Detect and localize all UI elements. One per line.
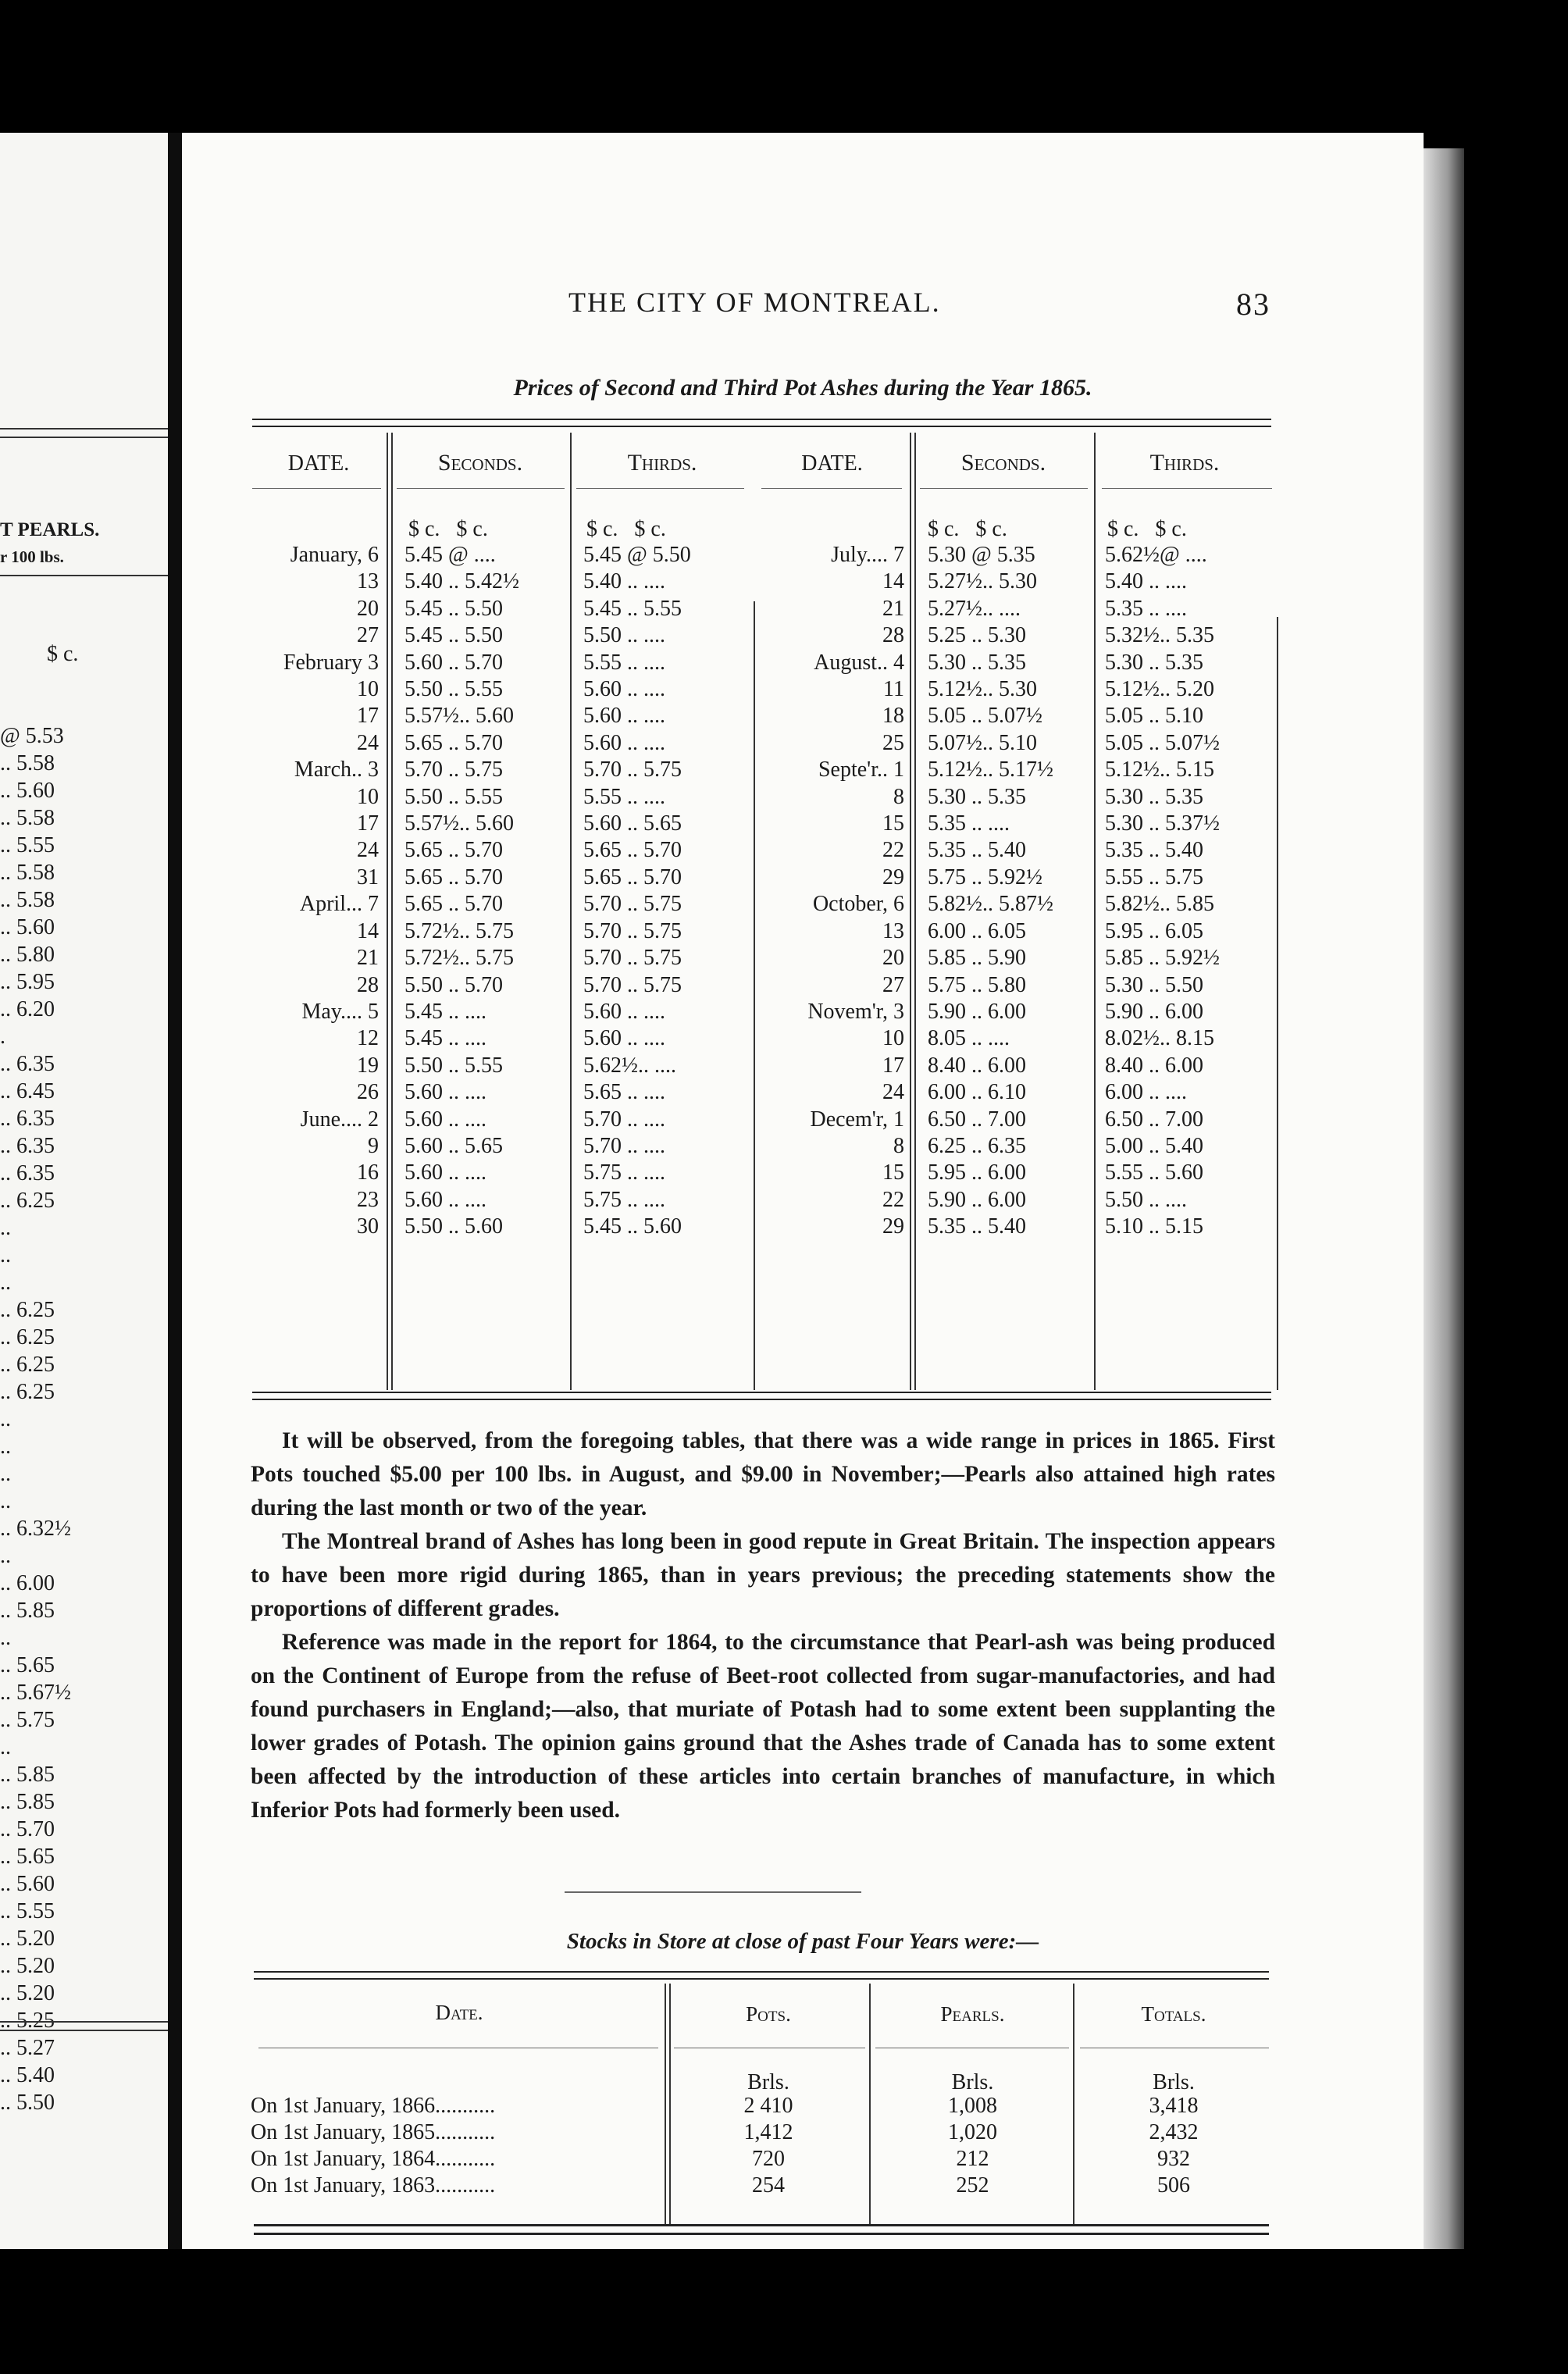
facing-page-row: .. 5.60 [0, 1872, 55, 1896]
unit-label: $ c. $ c. [408, 517, 488, 541]
facing-page-row: .. 5.58 [0, 806, 55, 830]
thirds-price-cell: 5.95 .. 6.05 [1105, 918, 1203, 943]
date-cell: July.... 7 [831, 543, 904, 567]
body-text [251, 1424, 1275, 1827]
facing-page-row: .. 5.58 [0, 888, 55, 912]
col-header-date: DATE. [801, 451, 863, 476]
date-cell: 30 [357, 1214, 379, 1239]
seconds-price-cell: 5.72½.. 5.75 [404, 918, 514, 943]
thirds-price-cell: 5.05 .. 5.07½ [1105, 730, 1220, 755]
seconds-price-cell: 5.45 .. 5.50 [404, 623, 503, 648]
table-row [182, 2093, 1424, 2119]
right-date-column [756, 542, 904, 1241]
thirds-price-cell: 5.60 .. 5.65 [583, 811, 682, 836]
thirds-price-cell: 5.30 .. 5.37½ [1105, 811, 1220, 836]
date-cell: 24 [357, 838, 379, 863]
seconds-price-cell: 5.57½.. 5.60 [404, 704, 514, 729]
date-cell: Novem'r, 3 [807, 999, 904, 1024]
facing-page-row: .. [0, 1216, 11, 1240]
date-cell: 8 [893, 784, 904, 809]
thirds-price-cell: 5.30 .. 5.35 [1105, 650, 1203, 675]
seconds-price-cell: 5.75 .. 5.80 [928, 972, 1026, 997]
date-cell: 20 [357, 596, 379, 621]
thirds-price-cell: 5.45 .. 5.55 [583, 596, 682, 621]
seconds-price-cell: 5.45 @ .... [404, 543, 496, 567]
date-cell: 10 [882, 1026, 904, 1051]
seconds-price-cell: 5.60 .. .... [404, 1187, 486, 1212]
seconds-price-cell: 8.40 .. 6.00 [928, 1053, 1026, 1078]
unit-label: $ c. $ c. [586, 517, 666, 541]
thirds-price-cell: 5.70 .. 5.75 [583, 892, 682, 917]
thirds-price-cell: 5.60 .. .... [583, 1026, 665, 1051]
table-row [182, 2146, 1424, 2173]
thirds-price-cell: 5.70 .. 5.75 [583, 918, 682, 943]
facing-page-row: .. [0, 1271, 11, 1295]
facing-page-row: .. [0, 1435, 11, 1459]
date-cell: 18 [882, 704, 904, 729]
date-cell: 27 [882, 972, 904, 997]
date-cell: 31 [357, 864, 379, 889]
date-cell: June.... 2 [300, 1107, 379, 1132]
seconds-price-cell: 5.30 .. 5.35 [928, 650, 1026, 675]
col-header-thirds: Thirds. [627, 450, 697, 476]
seconds-price-cell: 5.35 .. .... [928, 811, 1010, 836]
seconds-price-cell: 5.95 .. 6.00 [928, 1160, 1026, 1185]
seconds-price-cell: 5.27½.. 5.30 [928, 569, 1037, 594]
facing-page-row: .. 6.25 [0, 1380, 55, 1404]
facing-page-row: .. 5.25 [0, 2009, 55, 2033]
seconds-price-cell: 5.45 .. .... [404, 999, 486, 1024]
facing-page-row: .. 6.25 [0, 1325, 55, 1349]
stocks-pots-cell: 2 410 [743, 2094, 793, 2118]
stocks-pots-cell: 254 [752, 2173, 785, 2198]
seconds-price-cell: 5.45 .. .... [404, 1026, 486, 1051]
col-header-seconds: Seconds. [437, 450, 523, 476]
date-cell: 28 [882, 623, 904, 648]
facing-page-row: .. 6.35 [0, 1134, 55, 1158]
thirds-price-cell: 5.65 .. 5.70 [583, 838, 682, 863]
thirds-price-cell: 8.40 .. 6.00 [1105, 1053, 1203, 1078]
date-cell: 29 [882, 864, 904, 889]
date-cell: 14 [882, 569, 904, 594]
seconds-price-cell: 5.60 .. 5.70 [404, 650, 503, 675]
price-table-bottom-rule [252, 1392, 1271, 1400]
facing-page-row: .. 5.65 [0, 1653, 55, 1677]
seconds-price-cell: 5.82½.. 5.87½ [928, 892, 1053, 917]
stocks-pearls-cell: 1,008 [948, 2094, 997, 2118]
date-cell: 13 [882, 918, 904, 943]
facing-page-row: .. [0, 1407, 11, 1431]
thirds-price-cell: 5.30 .. 5.50 [1105, 972, 1203, 997]
seconds-price-cell: 5.60 .. 5.65 [404, 1133, 503, 1158]
facing-page-row: .. 5.85 [0, 1763, 55, 1787]
header-underline [761, 488, 902, 489]
facing-page-row: .. 5.40 [0, 2063, 55, 2087]
seconds-price-cell: 6.50 .. 7.00 [928, 1107, 1026, 1132]
date-cell: May.... 5 [301, 999, 379, 1024]
stocks-pots-cell: 720 [752, 2147, 785, 2171]
thirds-price-cell: 5.90 .. 6.00 [1105, 999, 1203, 1024]
stocks-unit-pots: Brls. [747, 2070, 789, 2094]
thirds-price-cell: 5.75 .. .... [583, 1160, 665, 1185]
thirds-price-cell: 5.62½@ .... [1105, 543, 1207, 567]
stocks-totals-cell: 932 [1157, 2147, 1190, 2171]
thirds-price-cell: 5.70 .. .... [583, 1133, 665, 1158]
date-cell: 21 [882, 596, 904, 621]
seconds-price-cell: 5.45 .. 5.50 [404, 596, 503, 621]
facing-page-rule [0, 428, 168, 438]
facing-unit: $ c. [47, 642, 79, 666]
header-underline [1102, 488, 1272, 489]
header-underline [397, 488, 565, 489]
stocks-totals-cell: 3,418 [1149, 2094, 1199, 2118]
stocks-date-cell: On 1st January, 1865........... [251, 2120, 496, 2144]
facing-page-row: . [0, 1025, 5, 1049]
date-cell: October, 6 [812, 892, 904, 917]
thirds-price-cell: 5.85 .. 5.92½ [1105, 946, 1220, 971]
price-table-divider [570, 433, 572, 1390]
thirds-price-cell: 5.12½.. 5.20 [1105, 677, 1214, 702]
seconds-price-cell: 5.85 .. 5.90 [928, 946, 1026, 971]
thirds-price-cell: 6.50 .. 7.00 [1105, 1107, 1203, 1132]
seconds-price-cell: 5.60 .. .... [404, 1080, 486, 1105]
date-cell: 13 [357, 569, 379, 594]
seconds-price-cell: 5.05 .. 5.07½ [928, 704, 1042, 729]
thirds-price-cell: 5.65 .. .... [583, 1080, 665, 1105]
thirds-price-cell: 5.70 .. 5.75 [583, 946, 682, 971]
thirds-price-cell: 5.70 .. 5.75 [583, 757, 682, 782]
stocks-totals-cell: 506 [1157, 2173, 1190, 2198]
stocks-unit-totals: Brls. [1153, 2070, 1195, 2094]
seconds-price-cell: 5.07½.. 5.10 [928, 730, 1037, 755]
price-table-divider [910, 433, 916, 1390]
seconds-price-cell: 5.30 .. 5.35 [928, 784, 1026, 809]
seconds-price-cell: 5.90 .. 6.00 [928, 999, 1026, 1024]
seconds-price-cell: 6.00 .. 6.05 [928, 918, 1026, 943]
date-cell: 21 [357, 946, 379, 971]
right-thirds-column [1105, 542, 1220, 1241]
seconds-price-cell: 5.27½.. .... [928, 596, 1021, 621]
seconds-price-cell: 5.50 .. 5.55 [404, 1053, 503, 1078]
thirds-price-cell: 5.70 .. .... [583, 1107, 665, 1132]
seconds-price-cell: 5.50 .. 5.55 [404, 784, 503, 809]
facing-page-row: .. 5.20 [0, 1981, 55, 2005]
seconds-price-cell: 5.25 .. 5.30 [928, 623, 1026, 648]
stocks-header-pots: Pots. [746, 2002, 791, 2026]
date-cell: March.. 3 [294, 757, 379, 782]
seconds-price-cell: 5.35 .. 5.40 [928, 838, 1026, 863]
seconds-price-cell: 6.25 .. 6.35 [928, 1133, 1026, 1158]
price-table-top-rule [252, 419, 1271, 427]
date-cell: Decem'r, 1 [810, 1107, 904, 1132]
facing-page-row: .. 5.85 [0, 1790, 55, 1814]
thirds-price-cell: 5.45 @ 5.50 [583, 543, 691, 567]
facing-page-row: .. 5.55 [0, 1899, 55, 1923]
section-divider [565, 1891, 861, 1893]
date-cell: 17 [882, 1053, 904, 1078]
stocks-date-cell: On 1st January, 1864........... [251, 2147, 496, 2171]
thirds-price-cell: 8.02½.. 8.15 [1105, 1026, 1214, 1051]
date-cell: 26 [357, 1080, 379, 1105]
date-cell: 14 [357, 918, 379, 943]
seconds-price-cell: 5.90 .. 6.00 [928, 1187, 1026, 1212]
thirds-price-cell: 5.60 .. .... [583, 999, 665, 1024]
right-seconds-column [928, 542, 1053, 1241]
thirds-price-cell: 5.55 .. 5.60 [1105, 1160, 1203, 1185]
stocks-pearls-cell: 212 [956, 2147, 989, 2171]
facing-page-row: .. 5.85 [0, 1599, 55, 1623]
thirds-price-cell: 5.55 .. .... [583, 784, 665, 809]
date-cell: Septe'r.. 1 [818, 757, 904, 782]
facing-header-line1: T PEARLS. [0, 519, 100, 540]
facing-page-row: .. 5.55 [0, 833, 55, 857]
facing-page-row: .. 5.27 [0, 2036, 55, 2060]
facing-page-row: .. [0, 1626, 11, 1650]
date-cell: January, 6 [290, 543, 379, 567]
table-row [182, 2173, 1424, 2199]
thirds-price-cell: 5.60 .. .... [583, 677, 665, 702]
date-cell: 8 [893, 1133, 904, 1158]
left-date-column [238, 542, 379, 1241]
thirds-price-cell: 5.65 .. 5.70 [583, 864, 682, 889]
header-underline [576, 488, 744, 489]
facing-page-subrule [0, 575, 168, 576]
facing-page-bottom-rule [0, 2021, 168, 2031]
seconds-price-cell: 5.12½.. 5.17½ [928, 757, 1053, 782]
col-header-date: DATE. [287, 451, 350, 476]
stocks-table-body [182, 2093, 1424, 2199]
seconds-price-cell: 8.05 .. .... [928, 1026, 1010, 1051]
seconds-price-cell: 5.57½.. 5.60 [404, 811, 514, 836]
stocks-header-date: Date. [435, 2001, 483, 2024]
facing-page-row: .. [0, 1243, 11, 1267]
price-table-divider [1277, 617, 1278, 1390]
date-cell: 9 [368, 1133, 379, 1158]
facing-page-header [0, 517, 168, 570]
stocks-date-cell: On 1st January, 1863........... [251, 2173, 496, 2198]
date-cell: 24 [882, 1080, 904, 1105]
date-cell: 16 [357, 1160, 379, 1185]
thirds-price-cell: 5.30 .. 5.35 [1105, 784, 1203, 809]
stocks-date-cell: On 1st January, 1866........... [251, 2094, 496, 2118]
stocks-unit-pearls: Brls. [951, 2070, 994, 2094]
facing-page-row: .. 5.75 [0, 1708, 55, 1732]
facing-page-row: .. 6.25 [0, 1189, 55, 1213]
stocks-table-caption: Stocks in Store at close of past Four Years were:— [566, 1929, 1039, 1954]
date-cell: 28 [357, 972, 379, 997]
date-cell: 24 [357, 730, 379, 755]
facing-page-row: .. 6.20 [0, 997, 55, 1021]
facing-page-row: .. 5.60 [0, 779, 55, 803]
stocks-pearls-cell: 1,020 [948, 2120, 997, 2144]
col-header-thirds: Thirds. [1149, 450, 1220, 476]
thirds-price-cell: 5.55 .. .... [583, 650, 665, 675]
running-title: THE CITY OF MONTREAL. [568, 287, 941, 318]
page [182, 133, 1424, 2249]
seconds-price-cell: 5.35 .. 5.40 [928, 1214, 1026, 1239]
facing-page [0, 133, 168, 2249]
facing-page-row: .. 5.20 [0, 1954, 55, 1978]
facing-page-row: .. 5.67½ [0, 1681, 71, 1705]
facing-page-row: .. 6.00 [0, 1571, 55, 1595]
thirds-price-cell: 5.00 .. 5.40 [1105, 1133, 1203, 1158]
facing-page-row: .. 6.35 [0, 1161, 55, 1185]
left-thirds-column [583, 542, 691, 1241]
col-header-seconds: Seconds. [960, 450, 1046, 476]
seconds-price-cell: 5.65 .. 5.70 [404, 730, 503, 755]
stocks-header-totals: Totals. [1141, 2002, 1206, 2026]
date-cell: 29 [882, 1214, 904, 1239]
facing-page-row: .. 5.65 [0, 1845, 55, 1869]
thirds-price-cell: 5.40 .. .... [583, 569, 665, 594]
thirds-price-cell: 5.12½.. 5.15 [1105, 757, 1214, 782]
thirds-price-cell: 5.10 .. 5.15 [1105, 1214, 1203, 1239]
date-cell: February 3 [283, 650, 379, 675]
stocks-pearls-cell: 252 [956, 2173, 989, 2198]
facing-page-row: .. 5.70 [0, 1817, 55, 1841]
thirds-price-cell: 5.62½.. .... [583, 1053, 676, 1078]
facing-page-row: .. 5.58 [0, 861, 55, 885]
thirds-price-cell: 5.45 .. 5.60 [583, 1214, 682, 1239]
price-table-divider [387, 433, 393, 1390]
thirds-price-cell: 5.32½.. 5.35 [1105, 623, 1214, 648]
date-cell: April... 7 [299, 892, 379, 917]
thirds-price-cell: 5.75 .. .... [583, 1187, 665, 1212]
seconds-price-cell: 5.75 .. 5.92½ [928, 864, 1042, 889]
facing-page-row: .. 6.45 [0, 1079, 55, 1103]
price-table-divider [1094, 433, 1096, 1390]
thirds-price-cell: 5.70 .. 5.75 [583, 972, 682, 997]
date-cell: 22 [882, 838, 904, 863]
date-cell: August.. 4 [814, 650, 904, 675]
thirds-price-cell: 5.60 .. .... [583, 704, 665, 729]
date-cell: 17 [357, 704, 379, 729]
stocks-table-top-rule [254, 1971, 1269, 1980]
paragraph: The Montreal brand of Ashes has long been in good repute in Great Britain. The inspection appears to have been more rigid during 1865, than in years previous; the preceding statements show the proportions of different grades. [251, 1529, 1275, 1621]
facing-page-row: .. 6.32½ [0, 1517, 71, 1541]
facing-page-row: .. [0, 1489, 11, 1513]
seconds-price-cell: 5.50 .. 5.70 [404, 972, 503, 997]
thirds-price-cell: 5.05 .. 5.10 [1105, 704, 1203, 729]
facing-page-row: .. 5.80 [0, 943, 55, 967]
seconds-price-cell: 5.30 @ 5.35 [928, 543, 1035, 567]
facing-page-column [0, 586, 168, 2171]
thirds-price-cell: 5.60 .. .... [583, 730, 665, 755]
date-cell: 20 [882, 946, 904, 971]
facing-page-row: .. 6.25 [0, 1353, 55, 1377]
thirds-price-cell: 5.50 .. .... [1105, 1187, 1187, 1212]
book-edge [1424, 148, 1464, 2249]
date-cell: 17 [357, 811, 379, 836]
date-cell: 22 [882, 1187, 904, 1212]
date-cell: 27 [357, 623, 379, 648]
date-cell: 15 [882, 811, 904, 836]
table-row [182, 2119, 1424, 2146]
price-table-divider [754, 601, 755, 1390]
stocks-pots-cell: 1,412 [743, 2120, 793, 2144]
seconds-price-cell: 5.60 .. .... [404, 1160, 486, 1185]
date-cell: 15 [882, 1160, 904, 1185]
header-underline [252, 488, 381, 489]
seconds-price-cell: 5.60 .. .... [404, 1107, 486, 1132]
facing-page-row: .. [0, 1735, 11, 1759]
page-gutter [168, 133, 182, 2249]
facing-page-row: .. 5.58 [0, 751, 55, 775]
date-cell: 11 [883, 677, 904, 702]
price-table-caption: Prices of Second and Third Pot Ashes during the Year 1865. [513, 375, 1092, 401]
seconds-price-cell: 6.00 .. 6.10 [928, 1080, 1026, 1105]
seconds-price-cell: 5.65 .. 5.70 [404, 892, 503, 917]
facing-page-row: .. [0, 1462, 11, 1486]
unit-label: $ c. $ c. [928, 517, 1007, 541]
date-cell: 25 [882, 730, 904, 755]
seconds-price-cell: 5.12½.. 5.30 [928, 677, 1037, 702]
paragraph: Reference was made in the report for 1864, to the circumstance that Pearl-ash was being produced on the Continent of Europe from the refuse of Beet-root collected from sugar-manufactories, and had found purchasers in England;—also, that muriate of Potash had to some extent been supplanting the lower grades of Potash. The opinion gains ground that the Ashes trade of Canada has to some extent been affected by the introduction of these articles into certain branches of manufacture, in which Inferior Pots had formerly been used. [251, 1630, 1275, 1823]
thirds-price-cell: 5.82½.. 5.85 [1105, 892, 1214, 917]
seconds-price-cell: 5.50 .. 5.60 [404, 1214, 503, 1239]
seconds-price-cell: 5.50 .. 5.55 [404, 677, 503, 702]
facing-page-row: .. 5.60 [0, 915, 55, 939]
date-cell: 10 [357, 784, 379, 809]
date-cell: 23 [357, 1187, 379, 1212]
date-cell: 10 [357, 677, 379, 702]
seconds-price-cell: 5.65 .. 5.70 [404, 864, 503, 889]
unit-label: $ c. $ c. [1107, 517, 1187, 541]
stocks-totals-cell: 2,432 [1149, 2120, 1199, 2144]
facing-header-line2: r 100 lbs. [0, 547, 64, 566]
left-seconds-column [404, 542, 519, 1241]
facing-page-row: .. 6.25 [0, 1298, 55, 1322]
thirds-price-cell: 5.50 .. .... [583, 623, 665, 648]
date-cell: 19 [357, 1053, 379, 1078]
facing-page-row: .. 5.95 [0, 970, 55, 994]
thirds-price-cell: 5.35 .. .... [1105, 596, 1187, 621]
thirds-price-cell: 5.55 .. 5.75 [1105, 864, 1203, 889]
seconds-price-cell: 5.40 .. 5.42½ [404, 569, 519, 594]
facing-page-row: .. [0, 1544, 11, 1568]
facing-page-row: .. 5.20 [0, 1927, 55, 1951]
thirds-price-cell: 5.40 .. .... [1105, 569, 1187, 594]
seconds-price-cell: 5.65 .. 5.70 [404, 838, 503, 863]
stocks-header-pearls: Pearls. [940, 2002, 1005, 2026]
seconds-price-cell: 5.72½.. 5.75 [404, 946, 514, 971]
thirds-price-cell: 6.00 .. .... [1105, 1080, 1187, 1105]
paragraph: It will be observed, from the foregoing tables, that there was a wide range in prices in 1865. First Pots touched $5.00 per 100 lbs. in August, and $9.00 in November;—Pearls also attained high rates during the last month or two of the year. [251, 1428, 1275, 1520]
facing-page-row: .. 6.35 [0, 1107, 55, 1131]
date-cell: 12 [357, 1026, 379, 1051]
seconds-price-cell: 5.70 .. 5.75 [404, 757, 503, 782]
header-underline [920, 488, 1088, 489]
facing-page-row: @ 5.53 [0, 724, 64, 748]
page-number: 83 [1236, 287, 1270, 322]
facing-page-row: .. 5.50 [0, 2091, 55, 2115]
stocks-table-bottom-rule [254, 2224, 1269, 2235]
thirds-price-cell: 5.35 .. 5.40 [1105, 838, 1203, 863]
facing-page-row: .. 6.35 [0, 1052, 55, 1076]
